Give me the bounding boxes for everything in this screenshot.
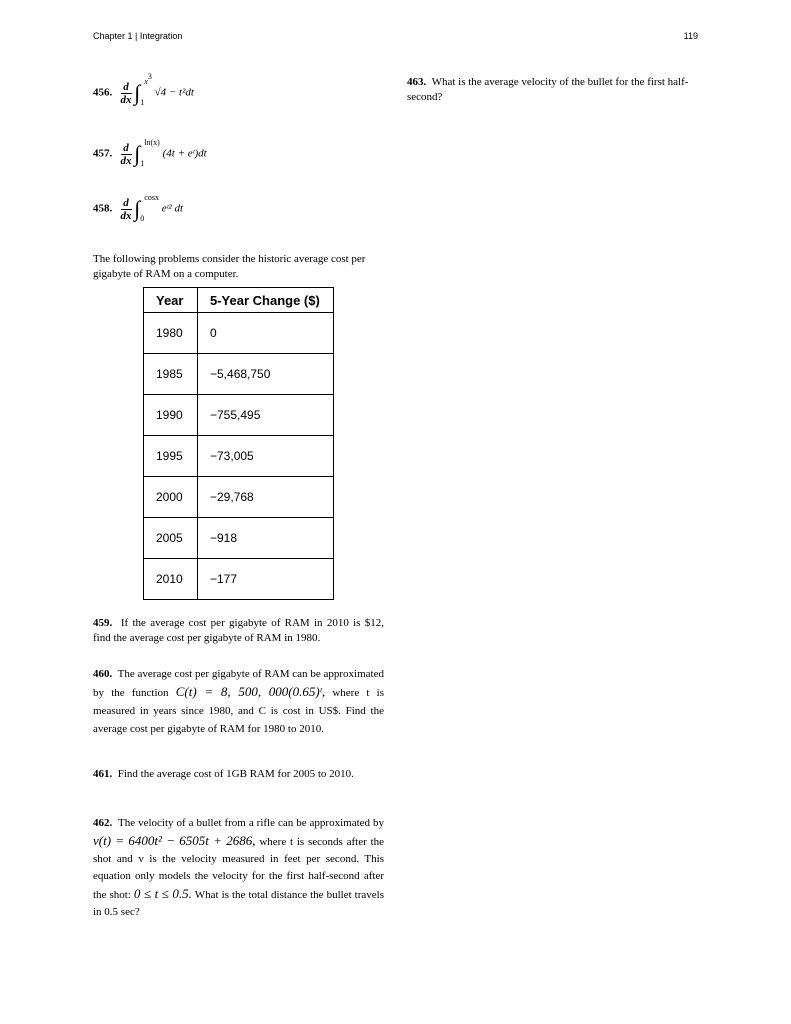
integral-sign: ∫ [134, 196, 141, 221]
year-cell: 2010 [144, 559, 198, 600]
integrand: (4t + eᵗ)dt [162, 147, 207, 160]
upper-limit: cosx [144, 192, 159, 202]
velocity-formula: v(t) = 6400t² − 6505t + 2686, [93, 833, 256, 848]
year-cell: 1990 [144, 395, 198, 436]
lower-limit: 1 [140, 97, 145, 107]
upper-limit: x3 [144, 71, 152, 86]
year-cell: 1980 [144, 313, 198, 354]
upper-limit: ln(x) [144, 137, 160, 147]
problem-text: What is the total distance the bullet travels in 0.5 sec? [93, 889, 385, 918]
time-range: 0 ≤ t ≤ 0.5. [133, 886, 192, 901]
page-number: 119 [683, 31, 698, 41]
derivative-operator: $\frac{d}{dx}$ [120, 196, 132, 222]
integrand: eᵗ² dt [161, 202, 184, 215]
change-cell: −29,768 [198, 477, 334, 518]
change-cell: −755,495 [198, 395, 334, 436]
change-cell: −5,468,750 [198, 354, 334, 395]
problem-458 [93, 192, 184, 223]
table-row [144, 313, 334, 354]
table-row [144, 436, 334, 477]
problem-number: 462. [93, 817, 113, 829]
problem-text: If the average cost per gigabyte of RAM in 2010 is $12, find the average cost per gigabyte of RAM in 1980. [93, 617, 385, 644]
year-cell: 1985 [144, 354, 198, 395]
problem-number: 459. [93, 617, 113, 629]
derivative-operator: $\frac{d}{dx}$ [120, 141, 132, 167]
change-cell: −918 [198, 518, 334, 559]
problem-text: where t is seconds after the shot and v is the velocity measured in feet per second. This equation only models the velocity for the first half-second after the shot: [93, 836, 385, 901]
problem-text: Find the average cost of 1GB RAM for 2005 to 2010. [117, 768, 354, 780]
integral-sign: ∫ [134, 141, 141, 166]
problem-number: 461. [93, 768, 113, 780]
integral-sign: ∫ [134, 80, 141, 105]
problem-text: The average cost per gigabyte of RAM can be approximated by the function [93, 668, 384, 699]
problem-number: 460. [93, 668, 113, 680]
problem-456 [93, 71, 194, 107]
column-header: Year [144, 288, 198, 313]
table-row [144, 395, 334, 436]
problem-number: 456. [93, 86, 113, 99]
derivative-operator: $\frac{d}{dx}$ [120, 80, 132, 106]
problem-text: The velocity of a bullet from a rifle can be approximated by [118, 817, 384, 829]
problem-text: What is the average velocity of the bullet for the first half-second? [407, 76, 689, 103]
lower-limit: 0 [140, 213, 145, 223]
chapter-header: Chapter 1 | Integration [93, 31, 183, 41]
year-cell: 2000 [144, 477, 198, 518]
problem-459 [93, 616, 384, 646]
problem-number: 457. [93, 147, 113, 160]
intro-paragraph: The following problems consider the historic average cost per gigabyte of RAM on a computer. [93, 253, 366, 280]
problem-number: 463. [407, 76, 427, 88]
ram-cost-table [143, 287, 334, 600]
cost-formula: C(t) = 8, 500, 000(0.65)ᵗ, [175, 684, 326, 699]
table-header-row [144, 288, 334, 313]
change-cell: −73,005 [198, 436, 334, 477]
table-row [144, 518, 334, 559]
integrand: √4 − t²dt [154, 86, 194, 99]
table-row [144, 559, 334, 600]
table-row [144, 354, 334, 395]
problem-460 [93, 665, 384, 738]
problem-text: where t is measured in years since 1980, and C is cost in US$. Find the average cost per gigabyte of RAM for 1980 to 2010. [93, 687, 385, 735]
problem-461 [93, 767, 384, 782]
change-cell: −177 [198, 559, 334, 600]
year-cell: 1995 [144, 436, 198, 477]
table-row [144, 477, 334, 518]
year-cell: 2005 [144, 518, 198, 559]
problem-462 [93, 815, 384, 921]
column-header: 5-Year Change ($) [198, 288, 334, 313]
lower-limit: 1 [140, 158, 145, 168]
problem-463 [407, 75, 699, 105]
problem-457 [93, 137, 207, 168]
problem-number: 458. [93, 202, 113, 215]
change-cell: 0 [198, 313, 334, 354]
